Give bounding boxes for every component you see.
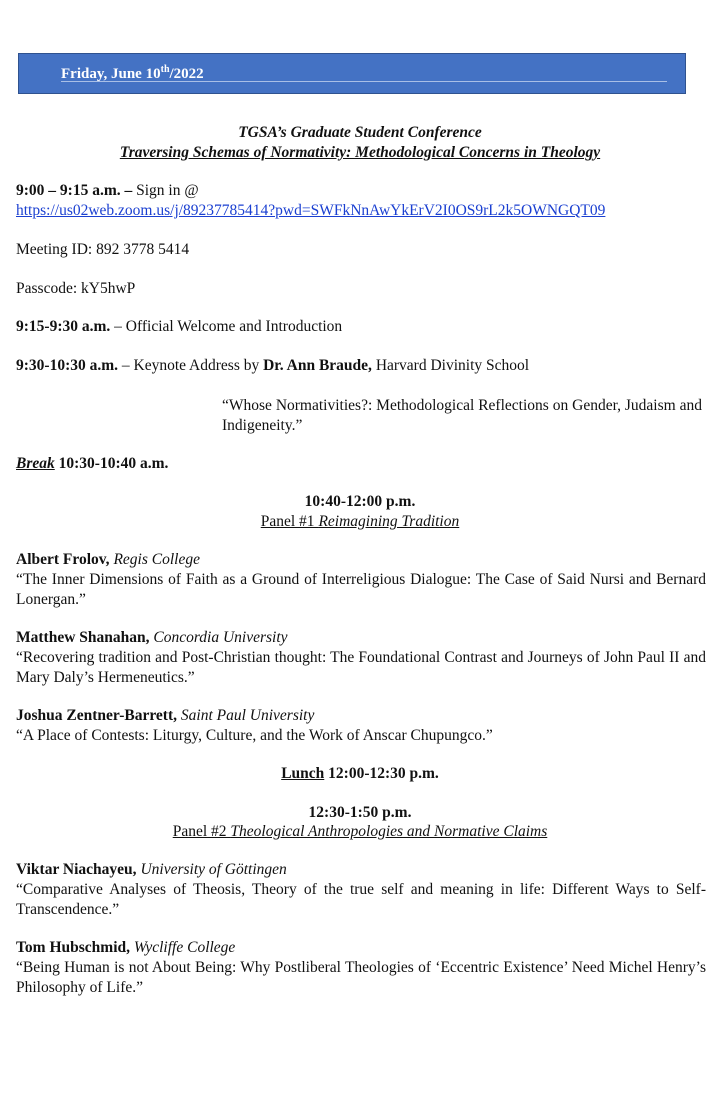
- zoom-link[interactable]: https://us02web.zoom.us/j/89237785414?pwd=SWFkNnAwYkErV2I0OS9rL2k5OWNGQT09: [16, 202, 606, 219]
- date-heading: Friday, June 10th/2022: [61, 64, 204, 82]
- paper-title: “A Place of Contests: Liturgy, Culture, and the Work of Anscar Chupungco.”: [16, 727, 493, 744]
- presenter-name: Viktar Niachayeu, University of Göttingen: [16, 861, 287, 878]
- panel2-time: 12:30-1:50 p.m.: [308, 804, 412, 821]
- panel1-heading: Panel #1 Reimagining Tradition: [260, 513, 460, 530]
- presenter-name: Albert Frolov, Regis College: [16, 551, 200, 568]
- paper-title: “Recovering tradition and Post-Christian thought: The Foundational Contrast and Journeys of John Paul II and Mary Daly’s Hermeneutics.”: [16, 649, 706, 686]
- meeting-id: Meeting ID: 892 3778 5414: [16, 241, 190, 258]
- presenter-name: Tom Hubschmid, Wycliffe College: [16, 939, 236, 956]
- welcome-session: 9:15-9:30 a.m. – Official Welcome and Introduction: [16, 318, 343, 335]
- date-banner: [18, 53, 686, 94]
- signin-line: 9:00 – 9:15 a.m. – Sign in @: [16, 182, 199, 199]
- keynote-session: 9:30-10:30 a.m. – Keynote Address by Dr. Ann Braude, Harvard Divinity School: [16, 357, 530, 374]
- break-session: Break 10:30-10:40 a.m.: [16, 455, 169, 472]
- banner-rule: [61, 81, 667, 82]
- keynote-title: “Whose Normativities?: Methodological Reflections on Gender, Judaism and Indigeneity.”: [222, 397, 702, 434]
- panel2-heading: Panel #2 Theological Anthropologies and Normative Claims: [172, 823, 548, 840]
- conference-theme: Traversing Schemas of Normativity: Methodological Concerns in Theology: [119, 144, 601, 161]
- panel1-time: 10:40-12:00 p.m.: [304, 493, 416, 510]
- paper-title: “Being Human is not About Being: Why Postliberal Theologies of ‘Eccentric Existence’ Need Michel Henry’s Philosophy of Life.”: [16, 959, 706, 996]
- zoom-link-row: [16, 201, 706, 221]
- presenter-name: Matthew Shanahan, Concordia University: [16, 629, 288, 646]
- paper-title: “Comparative Analyses of Theosis, Theory of the true self and meaning in life: Different Ways to Self-Transcendence.”: [16, 881, 706, 918]
- lunch-session: Lunch 12:00-12:30 p.m.: [281, 765, 439, 782]
- paper-title: “The Inner Dimensions of Faith as a Ground of Interreligious Dialogue: The Case of Said Nursi and Bernard Lonergan.”: [16, 571, 706, 608]
- conference-title: TGSA’s Graduate Student Conference: [238, 124, 482, 141]
- presenter-name: Joshua Zentner-Barrett, Saint Paul University: [16, 707, 315, 724]
- passcode: Passcode: kY5hwP: [16, 280, 136, 297]
